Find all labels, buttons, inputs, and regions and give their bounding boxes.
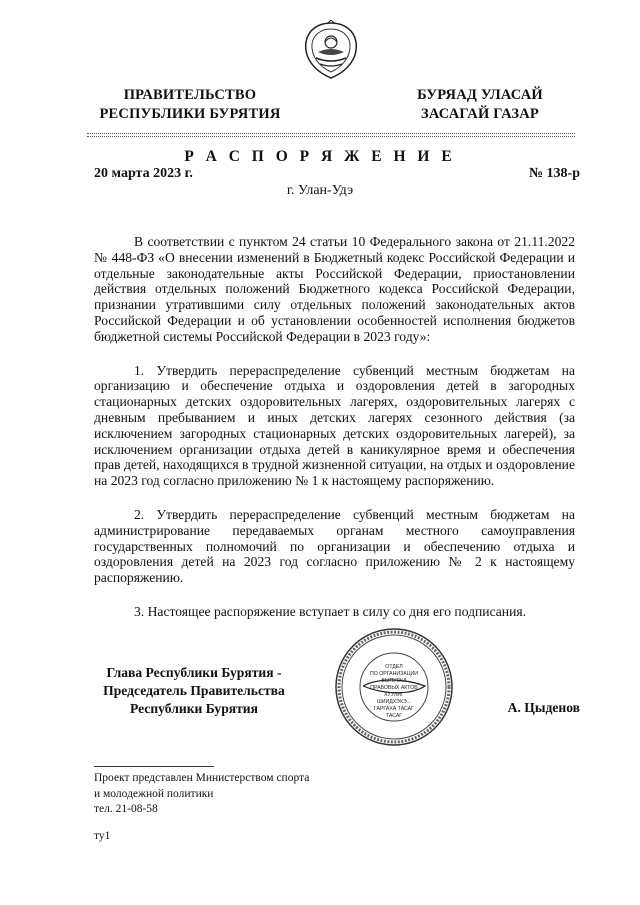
document-date: 20 марта 2023 г. (94, 166, 193, 181)
signatory-name: А. Цыденов (507, 700, 580, 715)
item-3-paragraph: 3. Настоящее распоряжение вступает в силу со дня его подписания. (134, 603, 527, 619)
header-right-line1: БУРЯАД УЛАСАЙ (417, 87, 543, 103)
header-right-authority (395, 86, 565, 124)
footer-code: ту1 (94, 830, 111, 842)
seal-line6: ШИИДХЭХЭ... (377, 699, 411, 705)
signatory-title-line1: Глава Республики Бурятия - (106, 665, 282, 680)
footer-note (94, 771, 309, 818)
seal-line8: ТАСАГ (385, 713, 403, 719)
header-left-authority (80, 86, 300, 124)
header-left-line2: РЕСПУБЛИКИ БУРЯТИЯ (99, 106, 281, 122)
seal-line3: ВЫПУСКА (381, 678, 407, 684)
document-body (94, 234, 575, 638)
document-city: г. Улан-Удэ (286, 183, 354, 198)
footer-line1: Проект представлен Министерством спорта (94, 772, 310, 784)
footer-line2: и молодежной политики (94, 787, 214, 800)
header-left-line1: ПРАВИТЕЛЬСТВО (123, 87, 257, 103)
footer-phone: тел. 21-08-58 (94, 803, 158, 815)
seal-line5: ХУУЛИГ (384, 692, 404, 698)
signatory-title-line2: Председатель Правительства (103, 683, 285, 698)
seal-line1: ОТДЕЛ (385, 664, 403, 670)
document-number: № 138-р (528, 166, 580, 181)
header-right-line2: ЗАСАГАЙ ГАЗАР (421, 106, 539, 122)
document-title: Р А С П О Р Я Ж Е Н И Е (184, 148, 456, 165)
header-divider (87, 133, 575, 134)
item-2-paragraph: 2. Утвердить перераспределение субвенций местным бюджетам на администрирование передаваемых органам местного самоуправления государственных полномочий по организации и обеспечению отдыха и оздоровления детей на 2023 год согласно приложению № 2 к настоящему распоряжению. (94, 506, 575, 586)
item-1-paragraph: 1. Утвердить перераспределение субвенций местным бюджетам на организацию и обеспечение отдыха и оздоровления детей в загородных стационарных детских оздоровительных лагерях, оздоровительных лагерях с дневным пребыванием и иных детских лагерях сезонного действия (за исключением загородных стационарных детских оздоровительных лагерей), за исключением организации отдыха детей в каникулярное время и обеспечения прав детей, находящихся в трудной жизненной ситуации, на отдых и оздоровление на 2023 год согласно приложению № 1 к настоящему распоряжению. (94, 362, 575, 489)
footer-divider (94, 766, 214, 767)
seal-line2: ПО ОРГАНИЗАЦИИ (370, 671, 418, 677)
coat-of-arms-emblem (300, 20, 362, 82)
seal-line4: ПРАВОВЫХ АКТОВ (370, 685, 418, 691)
signatory-title (94, 664, 294, 718)
header-divider-second (87, 136, 575, 137)
preamble-paragraph: В соответствии с пунктом 24 статьи 10 Федерального закона от 21.11.2022 № 448-ФЗ «О внесении изменений в Бюджетный кодекс Российской Федерации и отдельные законодательные акты Российской Федерации, приостановлении действия отдельных положений Бюджетного кодекса Российской Федерации, признании утратившими силу отдельных положений законодательных актов Российской Федерации и об установлении особенностей исполнения бюджетов бюджетной системы Российской Федерации в 2023 году»: (94, 234, 575, 344)
signatory-title-line3: Республики Бурятия (129, 701, 258, 716)
seal-line7: ГАРГАХА ТАСАГ (374, 706, 414, 712)
official-seal (333, 626, 455, 748)
